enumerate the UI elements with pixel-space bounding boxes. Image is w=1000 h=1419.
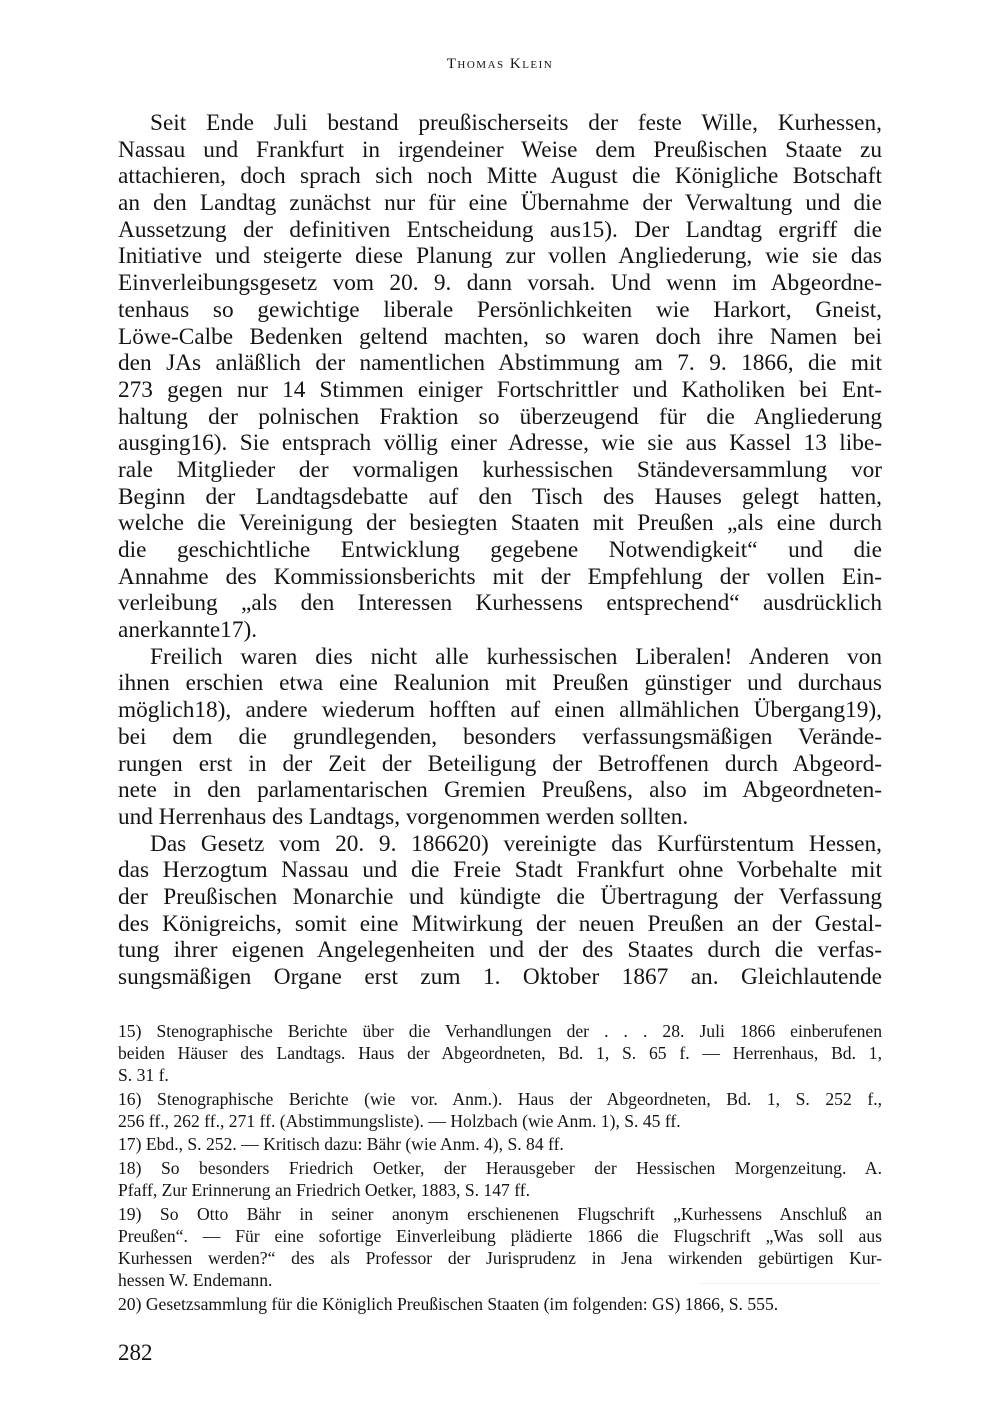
text-line: Annahme des Kommissionsberichts mit der Empfehlung der vollen Ein- (118, 563, 882, 590)
text-line: 273 gegen nur 14 Stimmen einiger Fortschrittler und Katholiken bei Ent- (118, 376, 882, 403)
text-line: rungen erst in der Zeit der Beteiligung der Betroffenen durch Abgeord- (118, 750, 882, 777)
text-line: anerkannte17). (118, 617, 258, 644)
text-line: Aussetzung der definitiven Entscheidung aus15). Der Landtag ergriff die (118, 216, 882, 243)
text-line: Einverleibungsgesetz vom 20. 9. dann vorsah. Und wenn im Abgeordne- (118, 270, 882, 297)
text-line: Löwe-Calbe Bedenken geltend machten, so waren doch ihre Namen bei (118, 323, 882, 350)
text-line: rale Mitglieder der vormaligen kurhessischen Ständeversammlung vor (118, 456, 882, 483)
text-line: die geschichtliche Entwicklung gegebene Notwendigkeit“ und die (118, 537, 882, 563)
footnote-line: 19) So Otto Bähr in seiner anonym erschienenen Flugschrift „Kurhessens Anschluß an (118, 1204, 882, 1225)
text-line: tung ihrer eigenen Angelegenheiten und der des Staates durch die verfas- (118, 937, 882, 964)
text-line: Seit Ende Juli bestand preußischerseits der feste Wille, Kurhessen, (150, 110, 882, 136)
text-line: ihnen erschien etwa eine Realunion mit Preußen günstiger und durchaus (118, 670, 882, 697)
footnote-line: 17) Ebd., S. 252. — Kritisch dazu: Bähr (wie Anm. 4), S. 84 ff. (118, 1134, 564, 1155)
text-line: das Herzogtum Nassau und die Freie Stadt Frankfurt ohne Vorbehalte mit (118, 857, 882, 884)
text-line: Freilich waren dies nicht alle kurhessischen Liberalen! Anderen von (150, 643, 882, 670)
main-text (118, 110, 882, 991)
footnote-line: 20) Gesetzsammlung für die Königlich Preußischen Staaten (im folgenden: GS) 1866, S. 555. (118, 1293, 779, 1314)
footnote-line: 18) So besonders Friedrich Oetker, der Herausgeber der Hessischen Morgenzeitung. A. (118, 1158, 882, 1179)
footnote-line: 15) Stenographische Berichte über die Verhandlungen der . . . 28. Juli 1866 einberufenen (118, 1021, 882, 1041)
text-line: bei dem die grundlegenden, besonders verfassungsmäßigen Verände- (118, 723, 882, 750)
text-line: attachieren, doch sprach sich noch Mitte August die Königliche Botschaft (118, 163, 882, 190)
footnote-line: Kurhessen werden?“ des als Professor der Jurisprudenz in Jena wirkenden gebürtigen Kur- (118, 1247, 882, 1268)
text-line: nete in den parlamentarischen Gremien Preußens, also im Abgeordneten- (118, 777, 882, 804)
text-line: tenhaus so gewichtige liberale Persönlichkeiten wie Harkort, Gneist, (118, 296, 882, 323)
footnote-line: hessen W. Endemann. (118, 1269, 273, 1290)
text-line: und Herrenhaus des Landtags, vorgenommen werden sollten. (118, 803, 689, 830)
text-line: der Preußischen Monarchie und kündigte die Übertragung der Verfassung (118, 883, 882, 910)
text-line: verleibung „als den Interessen Kurhessens entsprechend“ ausdrücklich (118, 590, 882, 617)
text-line: Initiative und steigerte diese Planung zur vollen Angliederung, wie sie das (118, 243, 882, 270)
page-number: 282 (118, 1340, 153, 1365)
footnotes (118, 1021, 882, 1316)
footnote-line: 256 ff., 262 ff., 271 ff. (Abstimmungsliste). — Holzbach (wie Anm. 1), S. 45 ff. (118, 1110, 681, 1131)
text-line: möglich18), andere wiederum hofften auf einen allmählichen Übergang19), (118, 697, 882, 724)
text-line: Beginn der Landtagsdebatte auf den Tisch des Hauses gelegt hatten, (118, 483, 882, 510)
footnote-line: S. 31 f. (118, 1064, 169, 1085)
footnote-line: Pfaff, Zur Erinnerung an Friedrich Oetker, 1883, S. 147 ff. (118, 1180, 531, 1201)
text-line: sungsmäßigen Organe erst zum 1. Oktober 1867 an. Gleichlautende (118, 964, 882, 990)
footnote-line: beiden Häuser des Landtags. Haus der Abgeordneten, Bd. 1, S. 65 f. — Herrenhaus, Bd. 1, (118, 1042, 882, 1063)
footnote-line: 16) Stenographische Berichte (wie vor. Anm.). Haus der Abgeordneten, Bd. 1, S. 252 f., (118, 1088, 882, 1109)
text-line: des Königreichs, somit eine Mitwirkung der neuen Preußen an der Gestal- (118, 910, 882, 937)
text-line: ausging16). Sie entsprach völlig einer Adresse, wie sie aus Kassel 13 libe- (118, 430, 882, 457)
footnote-line: Preußen“. — Für eine sofortige Einverleibung plädierte 1866 die Flugschrift „Was soll aus (118, 1226, 882, 1247)
text-line: haltung der polnischen Fraktion so überzeugend für die Angliederung (118, 403, 882, 430)
running-header: Thomas Klein (446, 56, 554, 72)
text-line: an den Landtag zunächst nur für eine Übernahme der Verwaltung und die (118, 190, 882, 217)
faint-divider (700, 1283, 880, 1284)
text-line: den JAs anläßlich der namentlichen Abstimmung am 7. 9. 1866, die mit (118, 350, 882, 377)
text-line: Das Gesetz vom 20. 9. 186620) vereinigte das Kurfürstentum Hessen, (150, 830, 882, 857)
text-line: Nassau und Frankfurt in irgendeiner Weise dem Preußischen Staate zu (118, 136, 882, 163)
text-line: welche die Vereinigung der besiegten Staaten mit Preußen „als eine durch (118, 510, 882, 537)
